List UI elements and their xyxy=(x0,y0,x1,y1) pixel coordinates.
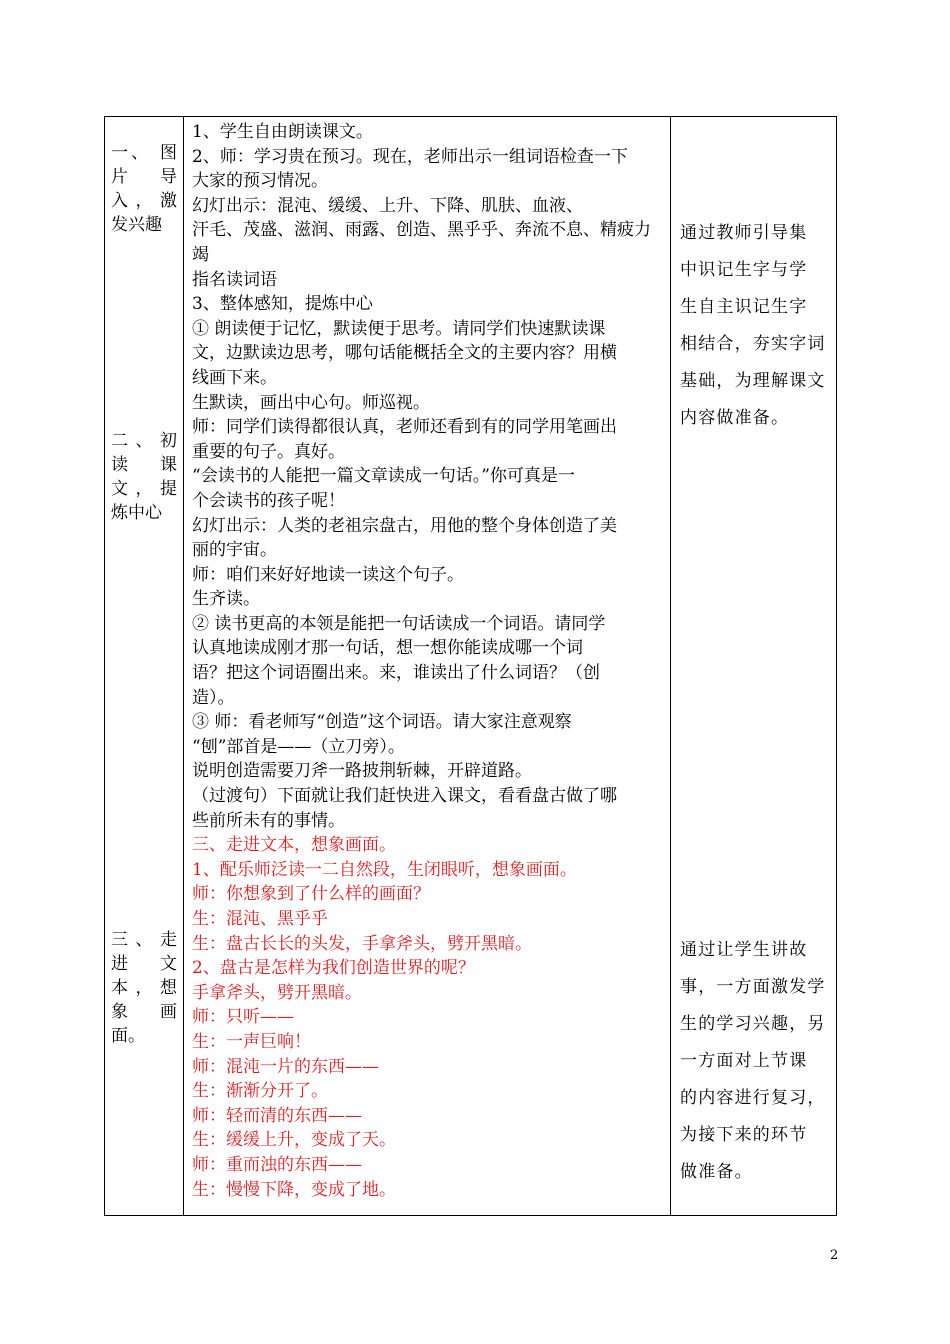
content-line: 1、学生自由朗读课文。 xyxy=(192,122,373,142)
content-line: 文，边默读边思考，哪句话能概括全文的主要内容？用横 xyxy=(192,343,617,364)
content-line: 幻灯出示：人类的老祖宗盘古，用他的整个身体创造了美 xyxy=(192,515,617,536)
content-line: ① 朗读便于记忆，默读便于思考。请同学们快速默读课 xyxy=(192,318,606,339)
content-line: 师：你想象到了什么样的画面？ xyxy=(192,884,430,905)
content-line: 生默读，画出中心句。师巡视。 xyxy=(192,392,430,413)
content-line: （过渡句）下面就让我们赶快进入课文，看看盘古做了哪 xyxy=(192,786,617,807)
stage-label-1: 一、 图 片 导 入，激 发兴趣 xyxy=(111,143,177,235)
design-note-2: 通过让学生讲故 事，一方面激发学 生的学习兴趣，另 一方面对上节课 的内容进行复习， 为接下来的环节 做准备。 xyxy=(680,940,826,1182)
stage-label-2: 二、初 读课 文，提 炼中心 xyxy=(111,431,177,523)
content-line: 生：一声巨响！ xyxy=(192,1031,311,1052)
content-line: 重要的句子。真好。 xyxy=(192,441,345,462)
column-divider xyxy=(183,117,184,1215)
content-line: 师：咱们来好好地读一读这个句子。 xyxy=(192,564,464,585)
content-line: 语？把这个词语圈出来。来，谁读出了什么词语？（创 xyxy=(192,663,600,684)
content-line: 个会读书的孩子呢！ xyxy=(192,490,345,511)
content-line: 丽的宇宙。 xyxy=(192,540,277,561)
content-line: 认真地读成刚才那一句话，想一想你能读成哪一个词 xyxy=(192,638,583,659)
content-line: 汗毛、茂盛、滋润、雨露、创造、黑乎乎、奔流不息、精疲力 xyxy=(192,220,651,241)
content-line: 造）。 xyxy=(192,687,235,708)
content-line: 2、师：学习贵在预习。现在，老师出示一组词语检查一下 xyxy=(192,146,628,167)
content-line: 指名读词语 xyxy=(192,269,277,290)
content-line: 1、配乐师泛读一二自然段，生闭眼听，想象画面。 xyxy=(192,859,577,880)
content-line: “会读书的人能把一篇文章读成一句话。”你可真是一 xyxy=(192,466,575,487)
content-line: 生：缓缓上升，变成了天。 xyxy=(192,1130,396,1151)
content-line: 2、盘古是怎样为我们创造世界的呢？ xyxy=(192,958,475,979)
content-line: 生：混沌、黑乎乎 xyxy=(192,909,328,929)
page-number: 2 xyxy=(830,1248,839,1263)
content-line: 师：同学们读得都很认真，老师还看到有的同学用笔画出 xyxy=(192,417,617,438)
content-line: 手拿斧头，劈开黑暗。 xyxy=(192,982,362,1003)
content-line: 3、整体感知，提炼中心 xyxy=(192,294,373,315)
content-line: 生：慢慢下降，变成了地。 xyxy=(192,1179,396,1200)
content-line: 师：混沌一片的东西—— xyxy=(192,1056,379,1077)
content-line: 幻灯出示：混沌、缓缓、上升、下降、肌肤、血液、 xyxy=(192,195,583,216)
lesson-table xyxy=(104,116,837,1216)
content-line: 师：只听—— xyxy=(192,1007,294,1028)
content-line: ② 读书更高的本领是能把一句话读成一个词语。请同学 xyxy=(192,613,606,634)
content-line: 线画下来。 xyxy=(192,367,277,388)
content-line: 大家的预习情况。 xyxy=(192,171,328,192)
content-line: “刨”部首是——（立刀旁）。 xyxy=(192,736,405,757)
stage-label-3: 三、走 进 文 本，想 象 画 面。 xyxy=(111,930,177,1046)
content-line: 生齐读。 xyxy=(192,589,260,610)
design-note-1: 通过教师引导集 中识记生字与学 生自主识记生字 相结合，夯实字词 基础，为理解课文 内容做准备。 xyxy=(680,223,826,428)
content-line: 三、走进文本，想象画面。 xyxy=(192,835,396,856)
content-line: 生：渐渐分开了。 xyxy=(192,1081,328,1102)
content-line: ③ 师：看老师写“创造”这个词语。请大家注意观察 xyxy=(192,712,572,733)
content-line: 些前所未有的事情。 xyxy=(192,810,345,831)
content-line: 师：轻而清的东西—— xyxy=(192,1105,362,1126)
content-line: 说明创造需要刀斧一路披荆斩棘，开辟道路。 xyxy=(192,761,532,782)
content-line: 竭 xyxy=(192,244,209,265)
teaching-process-column xyxy=(192,120,666,1202)
content-line: 师：重而浊的东西—— xyxy=(192,1154,362,1175)
column-divider xyxy=(670,117,671,1215)
content-line: 生：盘古长长的头发，手拿斧头，劈开黑暗。 xyxy=(192,933,532,954)
